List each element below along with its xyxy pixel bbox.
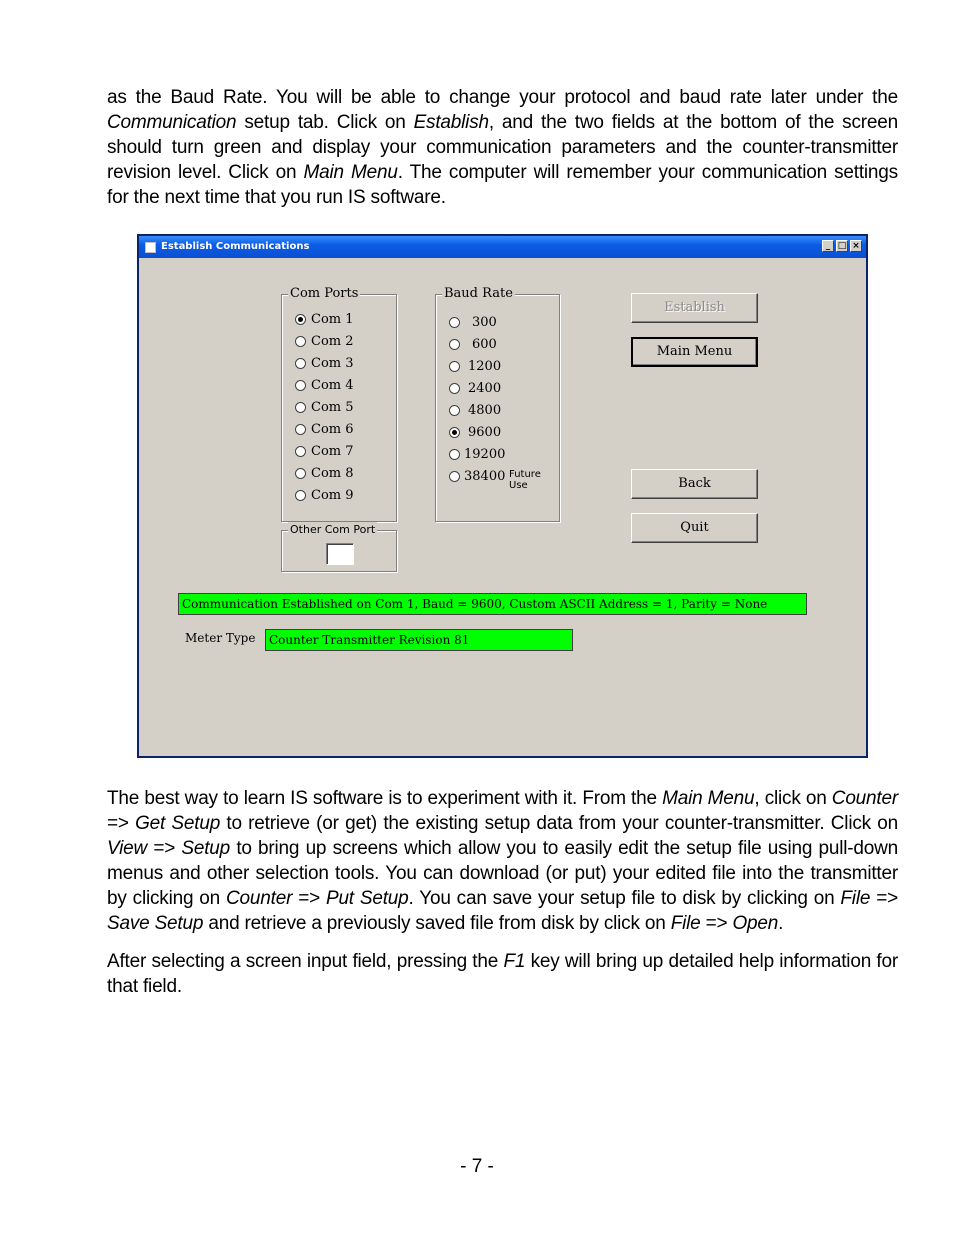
italic-term: Establish xyxy=(413,112,489,133)
radio-button[interactable] xyxy=(295,380,306,391)
radio-button[interactable] xyxy=(295,336,306,347)
text-run: After selecting a screen input field, pressing the xyxy=(107,951,504,972)
com-ports-group xyxy=(281,286,397,522)
italic-term: File xyxy=(840,888,871,909)
radio-baud-19200[interactable] xyxy=(449,445,505,463)
radio-button[interactable] xyxy=(295,468,306,479)
radio-button[interactable] xyxy=(295,446,306,457)
text-run: key will bring up detailed help information for that field. xyxy=(107,951,898,997)
baud-rate-group xyxy=(435,286,560,522)
main-menu-button[interactable]: Main Menu xyxy=(631,337,758,367)
radio-button[interactable] xyxy=(449,317,460,328)
back-button[interactable]: Back xyxy=(631,469,758,499)
italic-term: Setup xyxy=(181,838,231,859)
text-run: The best way to learn IS software is to experiment with it. From the xyxy=(107,788,663,809)
minimize-icon[interactable]: _ xyxy=(822,240,834,252)
italic-term: File xyxy=(670,913,701,934)
text-run: => xyxy=(292,888,326,909)
radio-button[interactable] xyxy=(449,471,460,482)
radio-baud-2400[interactable] xyxy=(449,379,501,397)
radio-com-1[interactable] xyxy=(295,310,354,328)
text-run: => xyxy=(870,888,898,909)
text-run: , and the two fields at the bottom of the screen should turn green and display your communication parameters and the counter-transmitter revision level. Click on xyxy=(107,112,898,183)
other-com-port-input[interactable] xyxy=(326,543,354,565)
radio-baud-300[interactable] xyxy=(449,313,497,331)
window-titlebar[interactable] xyxy=(139,236,866,258)
radio-baud-38400[interactable] xyxy=(449,467,505,485)
italic-term: Main Menu xyxy=(662,788,755,809)
future-use-note xyxy=(509,469,541,491)
radio-label: 600 xyxy=(472,336,497,352)
radio-label: Com 3 xyxy=(311,355,354,371)
future-use-line: Future xyxy=(509,469,541,480)
text-run: . The computer will remember your communication settings for the next time that you run IS software. xyxy=(107,162,898,208)
radio-baud-4800[interactable] xyxy=(449,401,501,419)
other-com-port-caption: Other Com Port xyxy=(290,523,376,536)
maximize-icon[interactable]: □ xyxy=(837,241,847,251)
radio-label: Com 1 xyxy=(311,311,354,327)
radio-button[interactable] xyxy=(449,383,460,394)
radio-baud-9600[interactable] xyxy=(449,423,501,441)
radio-label: Com 4 xyxy=(311,377,354,393)
window-client-area xyxy=(139,258,866,756)
page-number: - 7 - xyxy=(460,1156,494,1177)
text-run: as the Baud Rate. You will be able to change your protocol and baud rate later under the xyxy=(107,87,898,108)
com-ports-caption: Com Ports xyxy=(290,286,359,301)
app-icon xyxy=(145,242,156,253)
meter-type-label: Meter Type xyxy=(185,631,256,645)
italic-term: Put Setup xyxy=(325,888,409,909)
italic-term: Main Menu xyxy=(303,162,398,183)
quit-button[interactable]: Quit xyxy=(631,513,758,543)
radio-com-6[interactable] xyxy=(295,420,354,438)
text-run: to retrieve (or get) the existing setup data from your counter-transmitter. Click on xyxy=(220,813,898,834)
radio-com-3[interactable] xyxy=(295,354,354,372)
italic-term: Get Setup xyxy=(135,813,221,834)
radio-label: 9600 xyxy=(468,424,502,440)
text-run: and retrieve a previously saved file from disk by click on xyxy=(203,913,671,934)
radio-button[interactable] xyxy=(295,358,306,369)
establish-button[interactable]: Establish xyxy=(631,293,758,323)
radio-label: Com 6 xyxy=(311,421,354,437)
paragraph-help xyxy=(107,949,898,999)
radio-label: 1200 xyxy=(468,358,502,374)
italic-term: F1 xyxy=(503,951,526,972)
radio-label: Com 5 xyxy=(311,399,354,415)
text-run: . You can save your setup file to disk by clicking on xyxy=(408,888,841,909)
radio-button[interactable] xyxy=(449,449,460,460)
text-run: . xyxy=(778,913,784,934)
radio-com-2[interactable] xyxy=(295,332,354,350)
establish-communications-window xyxy=(137,234,868,758)
radio-button[interactable] xyxy=(449,361,460,372)
radio-label: 19200 xyxy=(464,446,506,462)
italic-term: Open xyxy=(732,913,779,934)
italic-term: View xyxy=(107,838,148,859)
text-run: => xyxy=(700,913,733,934)
radio-label: 2400 xyxy=(468,380,502,396)
radio-com-8[interactable] xyxy=(295,464,354,482)
radio-label: 38400 xyxy=(464,468,506,484)
text-run: setup tab. Click on xyxy=(236,112,414,133)
text-run: to bring up screens which allow you to easily edit the setup file using pull-down menus and other selection tools. You can download (or put) your edited file into the transmitter by clicking on xyxy=(107,838,898,909)
radio-button[interactable] xyxy=(449,427,460,438)
radio-label: Com 2 xyxy=(311,333,354,349)
radio-button[interactable] xyxy=(449,339,460,350)
communication-status-field: Communication Established on Com 1, Baud = 9600, Custom ASCII Address = 1, Parity = None xyxy=(178,593,807,615)
radio-label: 4800 xyxy=(468,402,502,418)
radio-com-5[interactable] xyxy=(295,398,354,416)
radio-baud-600[interactable] xyxy=(449,335,497,353)
italic-term: Counter xyxy=(831,788,898,809)
baud-rate-caption: Baud Rate xyxy=(444,286,513,301)
radio-com-9[interactable] xyxy=(295,486,354,504)
radio-baud-1200[interactable] xyxy=(449,357,501,375)
radio-com-7[interactable] xyxy=(295,442,354,460)
italic-term: Counter xyxy=(226,888,293,909)
radio-label: Com 9 xyxy=(311,487,354,503)
meter-type-field: Counter Transmitter Revision 81 xyxy=(265,629,573,651)
close-icon[interactable]: × xyxy=(850,240,862,252)
text-run: => xyxy=(147,838,182,859)
paragraph-intro xyxy=(107,85,898,210)
radio-button[interactable] xyxy=(295,424,306,435)
future-use-line: Use xyxy=(509,480,528,491)
radio-button[interactable] xyxy=(295,490,306,501)
window-title: Establish Communications xyxy=(161,241,310,252)
radio-label: Com 8 xyxy=(311,465,354,481)
other-com-port-group xyxy=(281,523,397,572)
text-run: => xyxy=(107,813,136,834)
radio-label: Com 7 xyxy=(311,443,354,459)
radio-button[interactable] xyxy=(449,405,460,416)
paragraph-learning xyxy=(107,786,898,936)
italic-term: Communication xyxy=(107,112,237,133)
radio-button[interactable] xyxy=(295,314,306,325)
radio-button[interactable] xyxy=(295,402,306,413)
radio-label: 300 xyxy=(472,314,497,330)
italic-term: Save Setup xyxy=(107,913,204,934)
text-run: , click on xyxy=(754,788,832,809)
radio-com-4[interactable] xyxy=(295,376,354,394)
